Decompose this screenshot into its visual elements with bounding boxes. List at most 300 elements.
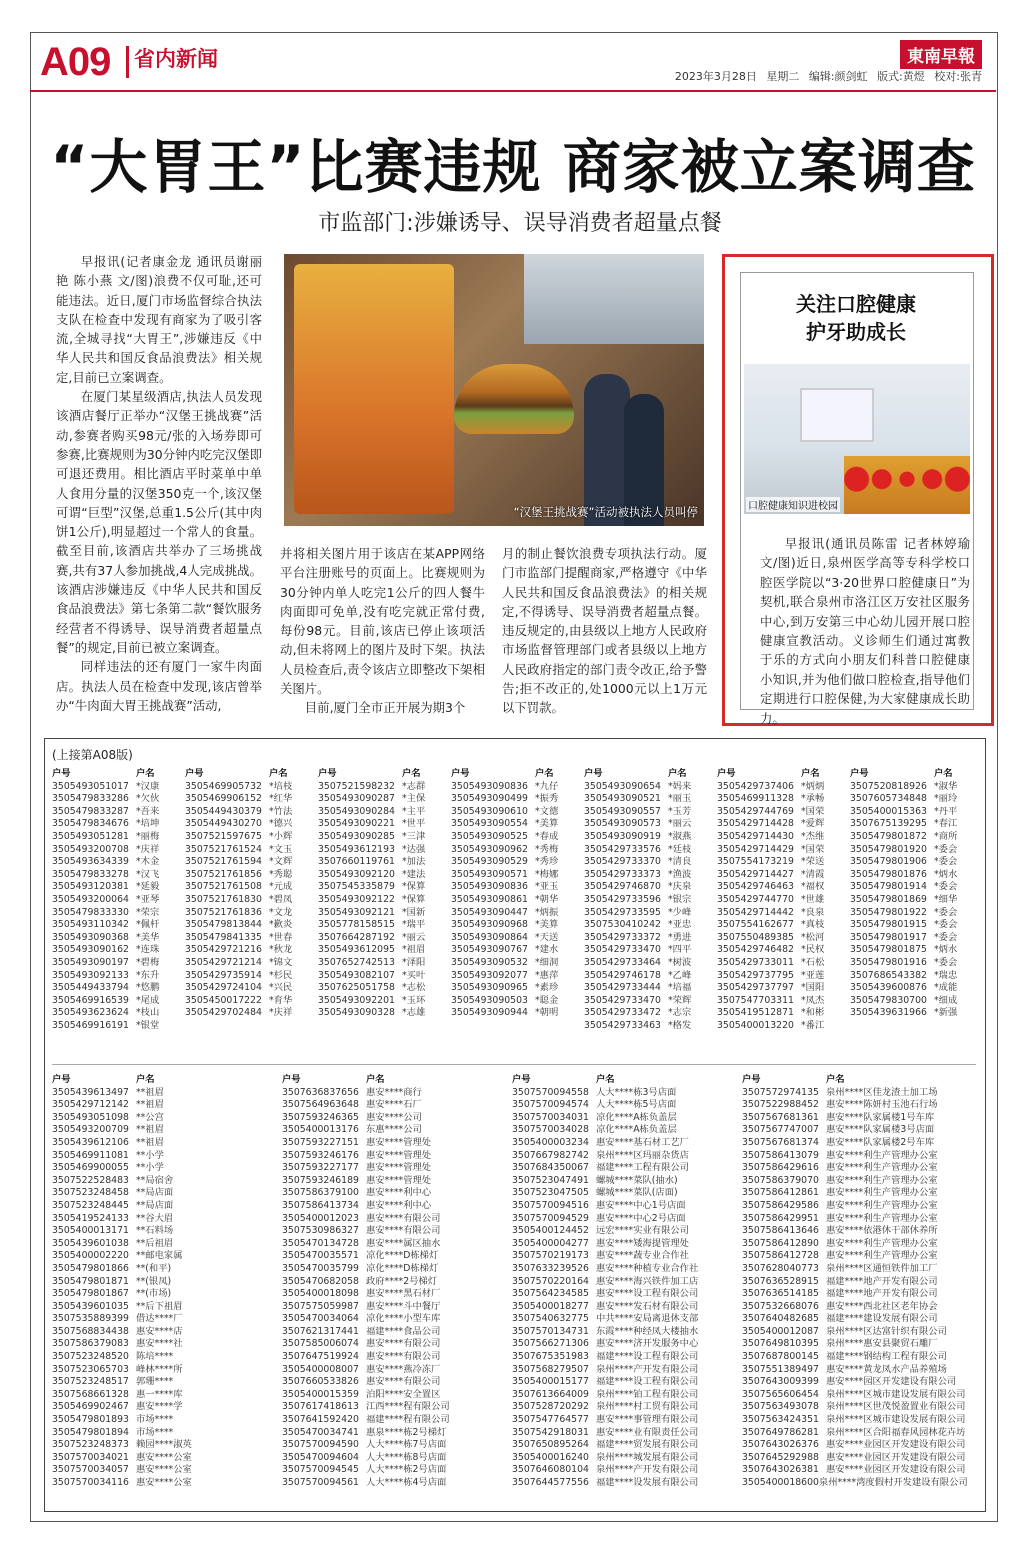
- table-row: [850, 919, 977, 932]
- table-row: [52, 1099, 276, 1112]
- account-id: 3505493092122: [318, 893, 395, 905]
- account-name: 惠安****利生产管理办公室: [826, 1237, 938, 1249]
- account-name: 惠安****店: [136, 1325, 183, 1337]
- table-row: [282, 1263, 506, 1276]
- account-id: 3507586413646: [742, 1225, 819, 1237]
- table-row: [512, 1389, 736, 1402]
- table-row: [52, 932, 179, 945]
- account-id: 3505493634339: [52, 856, 129, 868]
- column-header-id: 户号: [512, 1074, 531, 1085]
- table-row: [584, 881, 711, 894]
- account-name: *育华: [269, 994, 293, 1006]
- table-row: [52, 1238, 276, 1251]
- account-id: 3507664287192: [318, 931, 395, 943]
- account-name: *格发: [668, 1019, 692, 1031]
- account-name: 泉州****惠安县聚贸石雕厂: [826, 1338, 938, 1350]
- account-id: 3507565606454: [742, 1388, 819, 1400]
- account-name: 人大****栋2号店面: [366, 1464, 447, 1476]
- account-name: *亚琴: [136, 893, 160, 905]
- account-name: *亚忠: [668, 919, 692, 931]
- account-name: 惠一****库: [136, 1388, 183, 1400]
- account-name: *世春: [269, 931, 293, 943]
- table-row: [318, 869, 445, 882]
- account-name: 惠安****中心1号店面: [596, 1199, 686, 1211]
- table-row: [717, 793, 844, 806]
- account-name: *少峰: [668, 906, 692, 918]
- account-name: 泉州****区城市建设发展有限公司: [826, 1388, 966, 1400]
- account-name: *成能: [934, 982, 958, 994]
- table-row: [282, 1414, 506, 1427]
- account-id: 3507628040773: [742, 1262, 819, 1274]
- account-name: 市场****: [136, 1426, 174, 1438]
- table-row: [717, 806, 844, 819]
- account-name: *杰维: [801, 830, 825, 842]
- account-id: 3505429733596: [584, 893, 661, 905]
- account-id: 3507563424351: [742, 1414, 819, 1426]
- column-header-name: 户名: [596, 1074, 615, 1085]
- account-id: 3505493090221: [318, 818, 395, 830]
- table-row: [451, 995, 578, 1008]
- table-row: [318, 831, 445, 844]
- account-id: 3505493090521: [584, 793, 661, 805]
- masthead-logo: 東南早報: [900, 40, 982, 69]
- account-name: 惠安****利生产管理办公室: [826, 1187, 938, 1199]
- account-id: 3505469902467: [52, 1401, 129, 1413]
- account-name: 惠安****队家属楼2号车库: [826, 1136, 935, 1148]
- table-row: [850, 944, 977, 957]
- account-name: **公宫: [136, 1111, 164, 1123]
- account-table-column: [282, 1074, 506, 1490]
- account-id: 3505479833286: [52, 793, 129, 805]
- account-name: *炳振: [535, 906, 559, 918]
- account-name: 惠安****利生产管理办公室: [826, 1199, 938, 1211]
- account-id: 3507586412890: [742, 1237, 819, 1249]
- account-id: 3505400002220: [52, 1250, 129, 1262]
- account-id: 3505429721216: [185, 944, 262, 956]
- account-id: 3505493090197: [52, 956, 129, 968]
- table-row: [512, 1187, 736, 1200]
- account-id: 3505429733472: [584, 1007, 661, 1019]
- table-row: [52, 1263, 276, 1276]
- article-column-3: [502, 544, 707, 718]
- table-row: [850, 970, 977, 983]
- account-id: 3505493092201: [318, 994, 395, 1006]
- table-row: [850, 856, 977, 869]
- table-row: [742, 1464, 966, 1477]
- account-id: 3505493090554: [451, 818, 528, 830]
- account-id: 3505429714429: [717, 843, 794, 855]
- table-row: [742, 1364, 966, 1377]
- account-id: 3507570034021: [52, 1451, 129, 1463]
- table-row: [52, 1301, 276, 1314]
- table-row: [512, 1364, 736, 1377]
- table-row: [451, 793, 578, 806]
- account-name: *清良: [668, 856, 692, 868]
- account-id: 3505479801893: [52, 1414, 129, 1426]
- account-name: 惠安****利生产管理办公室: [826, 1212, 938, 1224]
- account-id: 3505429746178: [584, 969, 661, 981]
- table-row: [512, 1175, 736, 1188]
- table-row: [742, 1124, 966, 1137]
- account-name: *渔波: [668, 868, 692, 880]
- issue-date: 2023年3月28日: [674, 70, 757, 83]
- table-row: [52, 1276, 276, 1289]
- account-name: *细华: [934, 893, 958, 905]
- account-name: *木金: [136, 856, 160, 868]
- account-name: 惠安****石厂: [366, 1099, 422, 1111]
- table-row: [584, 844, 711, 857]
- account-id: 3505429714427: [717, 868, 794, 880]
- account-id: 3507593246365: [282, 1111, 359, 1123]
- account-name: *元成: [269, 881, 293, 893]
- account-name: *德兴: [269, 818, 293, 830]
- sidebar-text: [760, 534, 970, 728]
- table-row: [282, 1427, 506, 1440]
- table-row: [52, 831, 179, 844]
- table-row: [185, 995, 312, 1008]
- table-row: [451, 957, 578, 970]
- account-name: *丽玉: [668, 793, 692, 805]
- account-id: 3507586412861: [742, 1187, 819, 1199]
- account-id: 3505429746482: [717, 944, 794, 956]
- account-id: 3507523248520: [52, 1351, 129, 1363]
- account-name: *欠伙: [136, 793, 160, 805]
- table-row: [318, 932, 445, 945]
- table-row: [282, 1338, 506, 1351]
- table-row: [282, 1364, 506, 1377]
- account-name: 陈培****: [136, 1351, 174, 1363]
- table-row: [717, 881, 844, 894]
- table-row: [850, 844, 977, 857]
- account-id: 3505429746463: [717, 881, 794, 893]
- account-id: 3505400013176: [282, 1124, 359, 1136]
- table-row: [282, 1477, 506, 1490]
- account-name: *委会: [934, 856, 958, 868]
- column-header-name: 户名: [826, 1074, 845, 1085]
- table-row: [52, 1477, 276, 1490]
- table-row: [52, 1007, 179, 1020]
- account-name: *民权: [801, 944, 825, 956]
- account-id: 3505429733463: [584, 1019, 661, 1031]
- account-name: 惠安****有限公司: [366, 1351, 441, 1363]
- table-row: [451, 881, 578, 894]
- account-name: 泉州****区城市建设发展有限公司: [826, 1414, 966, 1426]
- table-row: [282, 1124, 506, 1137]
- table-row: [742, 1326, 966, 1339]
- table-row: [451, 806, 578, 819]
- account-name: *炳水: [934, 944, 958, 956]
- account-name: *朝明: [535, 1007, 559, 1019]
- account-name: 惠安****设工程有限公司: [596, 1288, 699, 1300]
- account-name: 惠安****队家属楼1号车库: [826, 1111, 935, 1123]
- account-id: 3507522528483: [52, 1174, 129, 1186]
- table-row: [742, 1351, 966, 1364]
- account-id: 3505493090944: [451, 1007, 528, 1019]
- table-header-row: [52, 1074, 276, 1087]
- table-row: [185, 881, 312, 894]
- table-row: [318, 970, 445, 983]
- account-name: 泉州****区合阳福春风园林花卉坊: [826, 1426, 966, 1438]
- account-id: 3507523248445: [52, 1199, 129, 1211]
- account-name: *丽云: [402, 931, 426, 943]
- account-table-column: [512, 1074, 736, 1490]
- account-id: 3507643009399: [742, 1376, 819, 1388]
- account-id: 3507640482685: [742, 1313, 819, 1325]
- table-row: [717, 781, 844, 794]
- account-name: *尾成: [136, 994, 160, 1006]
- table-row: [52, 1439, 276, 1452]
- table-row: [512, 1099, 736, 1112]
- account-id: 3505429744769: [717, 805, 794, 817]
- table-row: [584, 869, 711, 882]
- table-row: [742, 1175, 966, 1188]
- article-column-1: [56, 252, 262, 713]
- table-row: [742, 1225, 966, 1238]
- table-row: [512, 1213, 736, 1226]
- table-row: [185, 1007, 312, 1020]
- table-row: [742, 1137, 966, 1150]
- account-id: 3505400008007: [282, 1363, 359, 1375]
- account-name: *银堂: [136, 1019, 160, 1031]
- table-row: [282, 1099, 506, 1112]
- account-name: 泉州****区玛丽杂货店: [596, 1149, 689, 1161]
- table-row: [282, 1376, 506, 1389]
- account-name: **祖眉: [136, 1086, 164, 1098]
- table-row: [512, 1427, 736, 1440]
- account-name: 泉州****产开发有限公司: [596, 1363, 699, 1375]
- account-table-column: [52, 1074, 276, 1490]
- account-name: *兴民: [269, 982, 293, 994]
- account-id: 3507643026381: [742, 1464, 819, 1476]
- table-row: [717, 894, 844, 907]
- table-row: [52, 1313, 276, 1326]
- account-name: *细成: [934, 994, 958, 1006]
- table-row: [742, 1313, 966, 1326]
- table-row: [742, 1250, 966, 1263]
- account-name: **邮电家属: [136, 1250, 183, 1262]
- account-id: 3507647519924: [282, 1351, 359, 1363]
- table-row: [512, 1464, 736, 1477]
- table-row: [282, 1213, 506, 1226]
- account-id: 3507521761830: [185, 893, 262, 905]
- account-name: 凉化****A栋负盖层: [596, 1124, 677, 1136]
- account-id: 3507532668076: [742, 1300, 819, 1312]
- issue-info: [669, 68, 982, 84]
- account-name: 惠安****公司: [366, 1111, 422, 1123]
- account-name: 惠安****利生产管理办公室: [826, 1149, 938, 1161]
- table-row: [52, 1389, 276, 1402]
- account-name: 惠安****有限公司: [366, 1338, 441, 1350]
- table-row: [512, 1376, 736, 1389]
- table-row: [282, 1112, 506, 1125]
- account-name: *委会: [934, 906, 958, 918]
- account-id: 3507652742513: [318, 956, 395, 968]
- account-name: *国荣: [801, 805, 825, 817]
- account-id: 3505400004277: [512, 1237, 589, 1249]
- table-row: [850, 781, 977, 794]
- account-name: *主平: [402, 805, 426, 817]
- account-id: 3507586429586: [742, 1199, 819, 1211]
- account-id: 3505400012023: [282, 1212, 359, 1224]
- account-id: 3505493090447: [451, 906, 528, 918]
- table-row: [512, 1124, 736, 1137]
- account-id: 3505400124452: [512, 1225, 589, 1237]
- account-name: *买叶: [402, 969, 426, 981]
- table-row: [451, 944, 578, 957]
- account-id: 3507570094545: [282, 1464, 359, 1476]
- account-name: *志松: [402, 982, 426, 994]
- table-row: [185, 856, 312, 869]
- account-id: 3507522988452: [742, 1099, 819, 1111]
- account-name: *廷枝: [668, 843, 692, 855]
- account-name: 泉州****区达富针织有限公司: [826, 1325, 947, 1337]
- account-name: 人大****栋4号店面: [366, 1477, 447, 1488]
- account-id: 3505470094604: [282, 1451, 359, 1463]
- table-row: [282, 1439, 506, 1452]
- account-id: 3507520818926: [850, 780, 927, 792]
- account-id: 3505469911328: [717, 793, 794, 805]
- table-row: [850, 869, 977, 882]
- table-row: [512, 1301, 736, 1314]
- account-name: *惠萍: [535, 969, 559, 981]
- account-name: *春江: [934, 818, 958, 830]
- table-row: [584, 856, 711, 869]
- table-row: [717, 919, 844, 932]
- column-header-id: 户号: [318, 768, 337, 779]
- account-name: 福建****食品公司: [366, 1325, 441, 1337]
- table-row: [282, 1464, 506, 1477]
- account-id: 3505479801894: [52, 1426, 129, 1438]
- table-row: [512, 1263, 736, 1276]
- table-row: [52, 995, 179, 1008]
- account-id: 3507554162677: [717, 919, 794, 931]
- account-id: 3507650895264: [512, 1439, 589, 1451]
- account-id: 3505479801916: [850, 956, 927, 968]
- article-headline: “大胃王”比赛违规 商家被立案调查: [50, 133, 976, 201]
- table-row: [512, 1288, 736, 1301]
- account-name: *炳水: [934, 868, 958, 880]
- account-id: 3505493090968: [451, 919, 528, 931]
- account-id: 3505493092121: [318, 906, 395, 918]
- account-id: 3507686543382: [850, 969, 927, 981]
- account-id: 3507570034031: [512, 1111, 589, 1123]
- table-row: [52, 894, 179, 907]
- account-name: *和彬: [801, 1007, 825, 1019]
- account-id: 3505469916539: [52, 994, 129, 1006]
- account-name: *东升: [136, 969, 160, 981]
- account-id: 3505493092077: [451, 969, 528, 981]
- account-name: 泉州****产开发有限公司: [596, 1464, 699, 1476]
- account-id: 3507567747007: [742, 1124, 819, 1136]
- table-row: [52, 944, 179, 957]
- account-id: 3507586379100: [282, 1187, 359, 1199]
- account-name: 郭珊****: [136, 1376, 174, 1388]
- account-id: 3507586412728: [742, 1250, 819, 1262]
- table-row: [717, 818, 844, 831]
- table-row: [850, 995, 977, 1008]
- account-name: *九仔: [535, 780, 559, 792]
- account-name: *主保: [402, 793, 426, 805]
- account-id: 3505400015359: [282, 1388, 359, 1400]
- account-id: 3505449433794: [52, 982, 129, 994]
- account-id: 3505493090285: [318, 830, 395, 842]
- account-name: *汉康: [136, 780, 160, 792]
- account-name: *歉炎: [269, 919, 293, 931]
- table-row: [185, 869, 312, 882]
- table-row: [850, 932, 977, 945]
- account-name: 借达****厂: [136, 1313, 183, 1325]
- account-name: 泉州****区世茂悦盈置业有限公司: [826, 1401, 966, 1413]
- table-row: [185, 894, 312, 907]
- account-name: 福建****程有限公司: [366, 1414, 450, 1426]
- account-name: 福建****设发展有限公司: [596, 1477, 699, 1488]
- account-id: 3505439600876: [850, 982, 927, 994]
- account-name: 螺城****菜队(抽水): [596, 1174, 678, 1186]
- account-id: 3505429733370: [584, 856, 661, 868]
- account-id: 3505469900055: [52, 1162, 129, 1174]
- account-id: 3505493051281: [52, 830, 129, 842]
- column-header-name: 户名: [402, 768, 421, 779]
- account-name: **小学: [136, 1162, 164, 1174]
- account-id: 3507521761524: [185, 843, 262, 855]
- account-name: 东霞****种经凤大楼抽水: [596, 1325, 699, 1337]
- account-id: 3505470134728: [282, 1237, 359, 1249]
- account-id: 3507633239526: [512, 1262, 589, 1274]
- table-row: [282, 1087, 506, 1100]
- table-row: [717, 995, 844, 1008]
- table-row: [52, 818, 179, 831]
- account-id: 3507523047491: [512, 1174, 589, 1186]
- account-name: 惠安****利生产管理办公室: [826, 1162, 938, 1174]
- account-table-column: [52, 768, 179, 1032]
- account-name: *国荣: [801, 843, 825, 855]
- table-row: [282, 1200, 506, 1213]
- table-row: [717, 932, 844, 945]
- table-row: [584, 793, 711, 806]
- account-name: *丹平: [934, 805, 958, 817]
- account-id: 3507593246189: [282, 1174, 359, 1186]
- table-row: [717, 1007, 844, 1020]
- account-id: 3507523248458: [52, 1187, 129, 1199]
- account-name: 惠安****管理处: [366, 1174, 432, 1186]
- account-name: *委会: [934, 881, 958, 893]
- account-id: 3505493090287: [318, 793, 395, 805]
- layout-credit: 版式:黄煜: [877, 70, 925, 83]
- account-name: *淑华: [934, 780, 958, 792]
- account-table-column: [850, 768, 977, 1020]
- table-row: [850, 806, 977, 819]
- account-name: 惠安****商行: [366, 1086, 422, 1098]
- account-id: 3505493090529: [451, 856, 528, 868]
- table-row: [282, 1288, 506, 1301]
- table-row: [717, 970, 844, 983]
- account-name: **祖眉: [136, 1136, 164, 1148]
- account-name: *丽梅: [136, 830, 160, 842]
- account-id: 3505450017222: [185, 994, 262, 1006]
- account-id: 3505429733372: [584, 931, 661, 943]
- account-id: 3505479801914: [850, 881, 927, 893]
- account-name: 惠安****园区开发建设有限公司: [826, 1376, 957, 1388]
- account-name: *丽云: [668, 818, 692, 830]
- table-row: [52, 1338, 276, 1351]
- table-row: [185, 970, 312, 983]
- table-row: [185, 831, 312, 844]
- table-row: [318, 982, 445, 995]
- account-name: 惠安****社: [136, 1338, 183, 1350]
- account-id: 3505429733464: [584, 956, 661, 968]
- account-id: 3505429712142: [52, 1099, 129, 1111]
- column-header-id: 户号: [584, 768, 603, 779]
